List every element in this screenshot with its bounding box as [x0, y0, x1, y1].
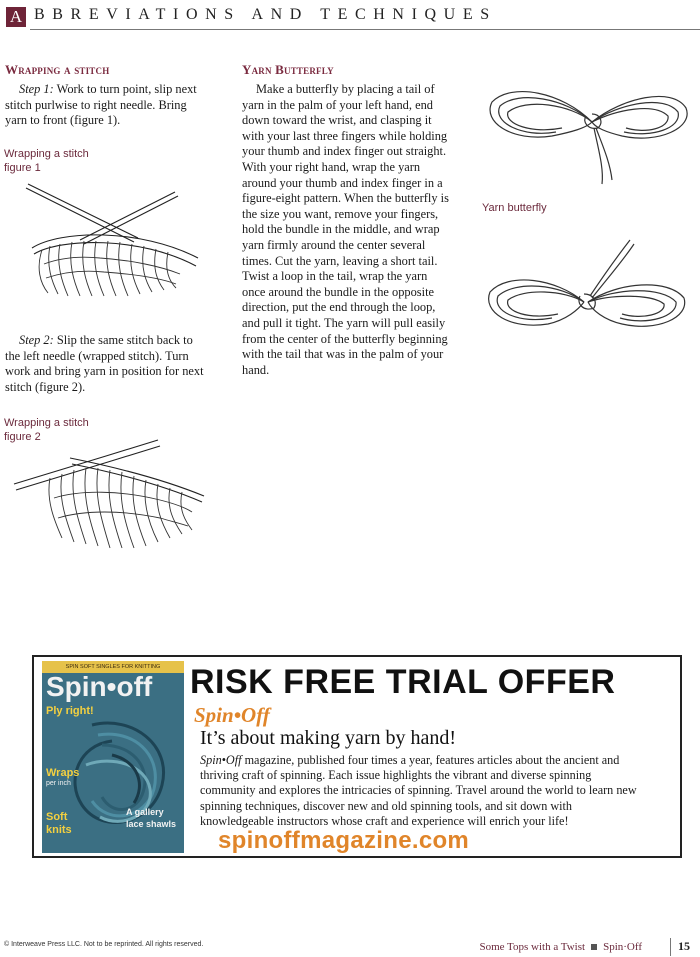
cover-line-gallery: A gallery — [126, 807, 164, 817]
wrapping-stitch-figure2-illustration — [10, 438, 210, 556]
butterfly-text: Make a butterfly by placing a tail of yarn in the palm of your left hand, end down toward the wrist, and clasping it with your last three fingers while holding your thumb and index finger out straight. With your right hand, wrap the yarn around your thumb and index finger in a figure-eight pattern. When the butterfly is the size you want, remove your fingers, hold the bundle in the middle, and wrap yarn firmly around the center several times. Cut the yarn, leaving a short tail. Twist a loop in the tail, wrap the yarn once around the bundle in the opposite direction, put the end through the loop, and pull it tight. The yarn will pull easily from the center of the butterfly beginning with the tail that was in the palm of your hand. — [242, 82, 449, 377]
step1-label: Step 1: — [19, 82, 54, 96]
figure2-caption-line2: figure 2 — [4, 431, 41, 443]
step2-text: Slip the same stitch back to the left needle (wrapped stitch). Turn work and bring yarn in position for next stitch (figure 2). — [5, 333, 204, 394]
magazine-cover-image[interactable] — [42, 661, 184, 853]
figure1-caption — [4, 147, 89, 175]
cover-line-lace: lace shawls — [126, 819, 177, 829]
cover-line-ply: Ply right! — [46, 705, 94, 717]
ad-body-text: magazine, published four times a year, features articles about the ancient and thriving craft of spinning. Each issue highlights the vibrant and diverse spinning community and explores the intricacies of spinning. Travel around the world to learn new spinning techniques, discover new and old spinning tools, and sit down with knowledgeable instructors whose craft and experience will enrich your life! — [200, 753, 637, 828]
butterfly-caption: Yarn butterfly — [482, 202, 547, 214]
figure1-caption-line1: Wrapping a stitch — [4, 148, 89, 160]
cover-line-knits: knits — [46, 824, 72, 836]
cover-line-soft: Soft — [46, 811, 68, 823]
page-number: 15 — [678, 939, 690, 953]
booklet-title: Some Tops with a Twist — [479, 941, 586, 953]
cover-line-wraps: Wraps — [46, 767, 80, 779]
wrapping-step2 — [5, 333, 211, 395]
ad-brand: Spin•Off — [194, 703, 270, 727]
ad-body-brand: Spin•Off — [200, 753, 242, 767]
cover-banner: SPIN SOFT SINGLES FOR KNITTING — [42, 661, 184, 673]
figure1-caption-line2: figure 1 — [4, 162, 41, 174]
step1-text: Work to turn point, slip next stitch purlwise to right needle. Bring yarn to front (figure 1). — [5, 82, 197, 128]
trial-offer-ad — [32, 655, 682, 858]
cover-title: Spin•off — [46, 671, 153, 702]
figure2-caption-line1: Wrapping a stitch — [4, 417, 89, 429]
page-number-divider — [670, 938, 671, 956]
step2-label: Step 2: — [19, 333, 54, 347]
ad-tagline: It’s about making yarn by hand! — [200, 727, 457, 749]
wrapping-step1 — [5, 82, 211, 129]
section-letter-badge: A — [6, 7, 26, 27]
ad-body — [200, 753, 640, 829]
ad-headline: RISK FREE TRIAL OFFER — [190, 663, 616, 701]
wrapping-stitch-figure1-illustration — [20, 178, 205, 303]
copyright-notice: © Interweave Press LLC. Not to be reprinted. All rights reserved. — [4, 941, 204, 948]
page-header — [0, 0, 700, 32]
section-title: BBREVIATIONS AND TECHNIQUES — [34, 6, 497, 23]
cover-line-per-inch: per inch — [46, 780, 71, 787]
yarn-butterfly-illustration-bottom — [480, 238, 692, 358]
butterfly-heading: Yarn Butterfly — [242, 62, 334, 77]
header-divider — [30, 29, 700, 30]
publication-name: Spin·Off — [603, 941, 642, 953]
wrapping-heading: Wrapping a stitch — [5, 62, 110, 77]
ad-website-link[interactable]: spinoffmagazine.com — [218, 827, 470, 854]
yarn-butterfly-illustration-top — [482, 72, 692, 188]
footer-publication — [479, 941, 642, 953]
square-bullet-icon — [591, 944, 597, 950]
